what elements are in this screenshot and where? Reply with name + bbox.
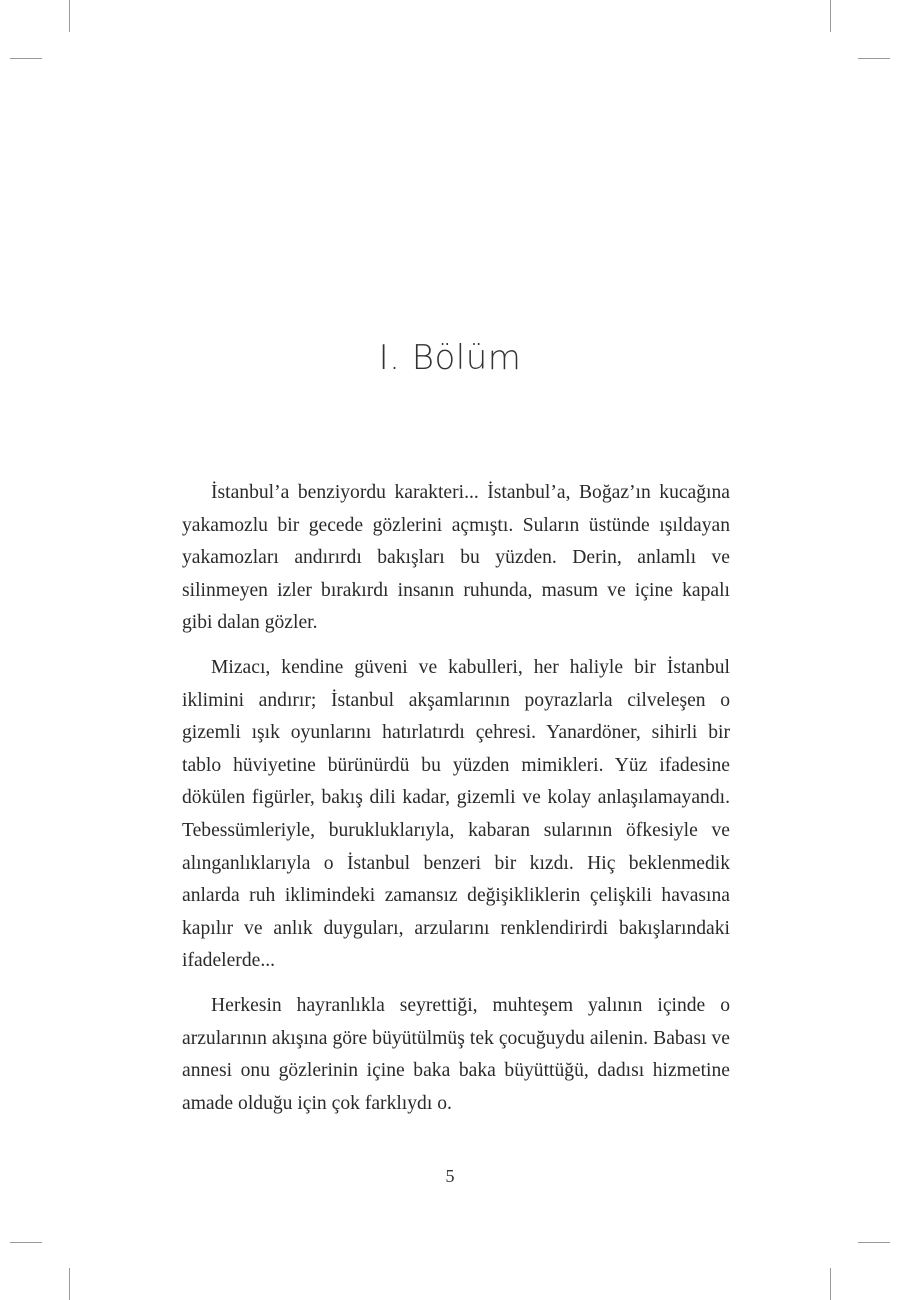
crop-mark-bottom-right bbox=[830, 1268, 831, 1300]
crop-mark-top-left-horizontal bbox=[10, 58, 42, 59]
page-number: 5 bbox=[445, 1166, 455, 1186]
paragraph-2: Mizacı, kendine güveni ve kabulleri, her haliyle bir İstanbul iklimini andırır; İstanbul akşamlarının poyrazlarla cilveleşen o gizemli ışık oyunlarını hatırlatırdı çehresi. Yanardöner, sihirli bir tablo hüviyetine bürünürdü bu yüzden mimikleri. Yüz ifadesine dökülen figürler, bakış dili kadar, gizemli ve kolay anlaşılamayandı. Tebessümleriyle, burukluklarıyla, kabaran sularının öfkesiyle ve alınganlıklarıyla o İstanbul benzeri bir kızdı. Hiç beklenmedik anlarda ruh iklimindeki zamansız değişikliklerin çelişkili havasına kapılır ve anlık duyguları, arzularını renklendirirdi bakışlarındaki ifadelerde... bbox=[182, 656, 730, 972]
crop-mark-top-right bbox=[830, 0, 831, 32]
crop-mark-top-right-horizontal bbox=[858, 58, 890, 59]
crop-mark-bottom-left bbox=[69, 1268, 70, 1300]
chapter-title: I. Bölüm bbox=[378, 338, 522, 378]
paragraph-3: Herkesin hayranlıkla seyrettiği, muhteşem yalının içinde o arzularının akışına göre büyütülmüş tek çocuğuydu ailenin. Babası ve annesi onu gözlerinin içine baka baka büyüttüğü, dadısı hizmetine amade olduğu için çok farklıydı o. bbox=[182, 994, 730, 1114]
crop-mark-top-left bbox=[69, 0, 70, 32]
crop-mark-bottom-left-horizontal bbox=[10, 1242, 42, 1243]
chapter-body bbox=[182, 477, 730, 1132]
crop-mark-bottom-right-horizontal bbox=[858, 1242, 890, 1243]
paragraph-1: İstanbul’a benziyordu karakteri... İstanbul’a, Boğaz’ın kucağına yakamozlu bir gecede gözlerini açmıştı. Suların üstünde ışıldayan yakamozları andırırdı bakışları bu yüzden. Derin, anlamlı ve silinmeyen izler bırakırdı insanın ruhunda, masum ve içine kapalı gibi dalan gözler. bbox=[182, 482, 730, 634]
